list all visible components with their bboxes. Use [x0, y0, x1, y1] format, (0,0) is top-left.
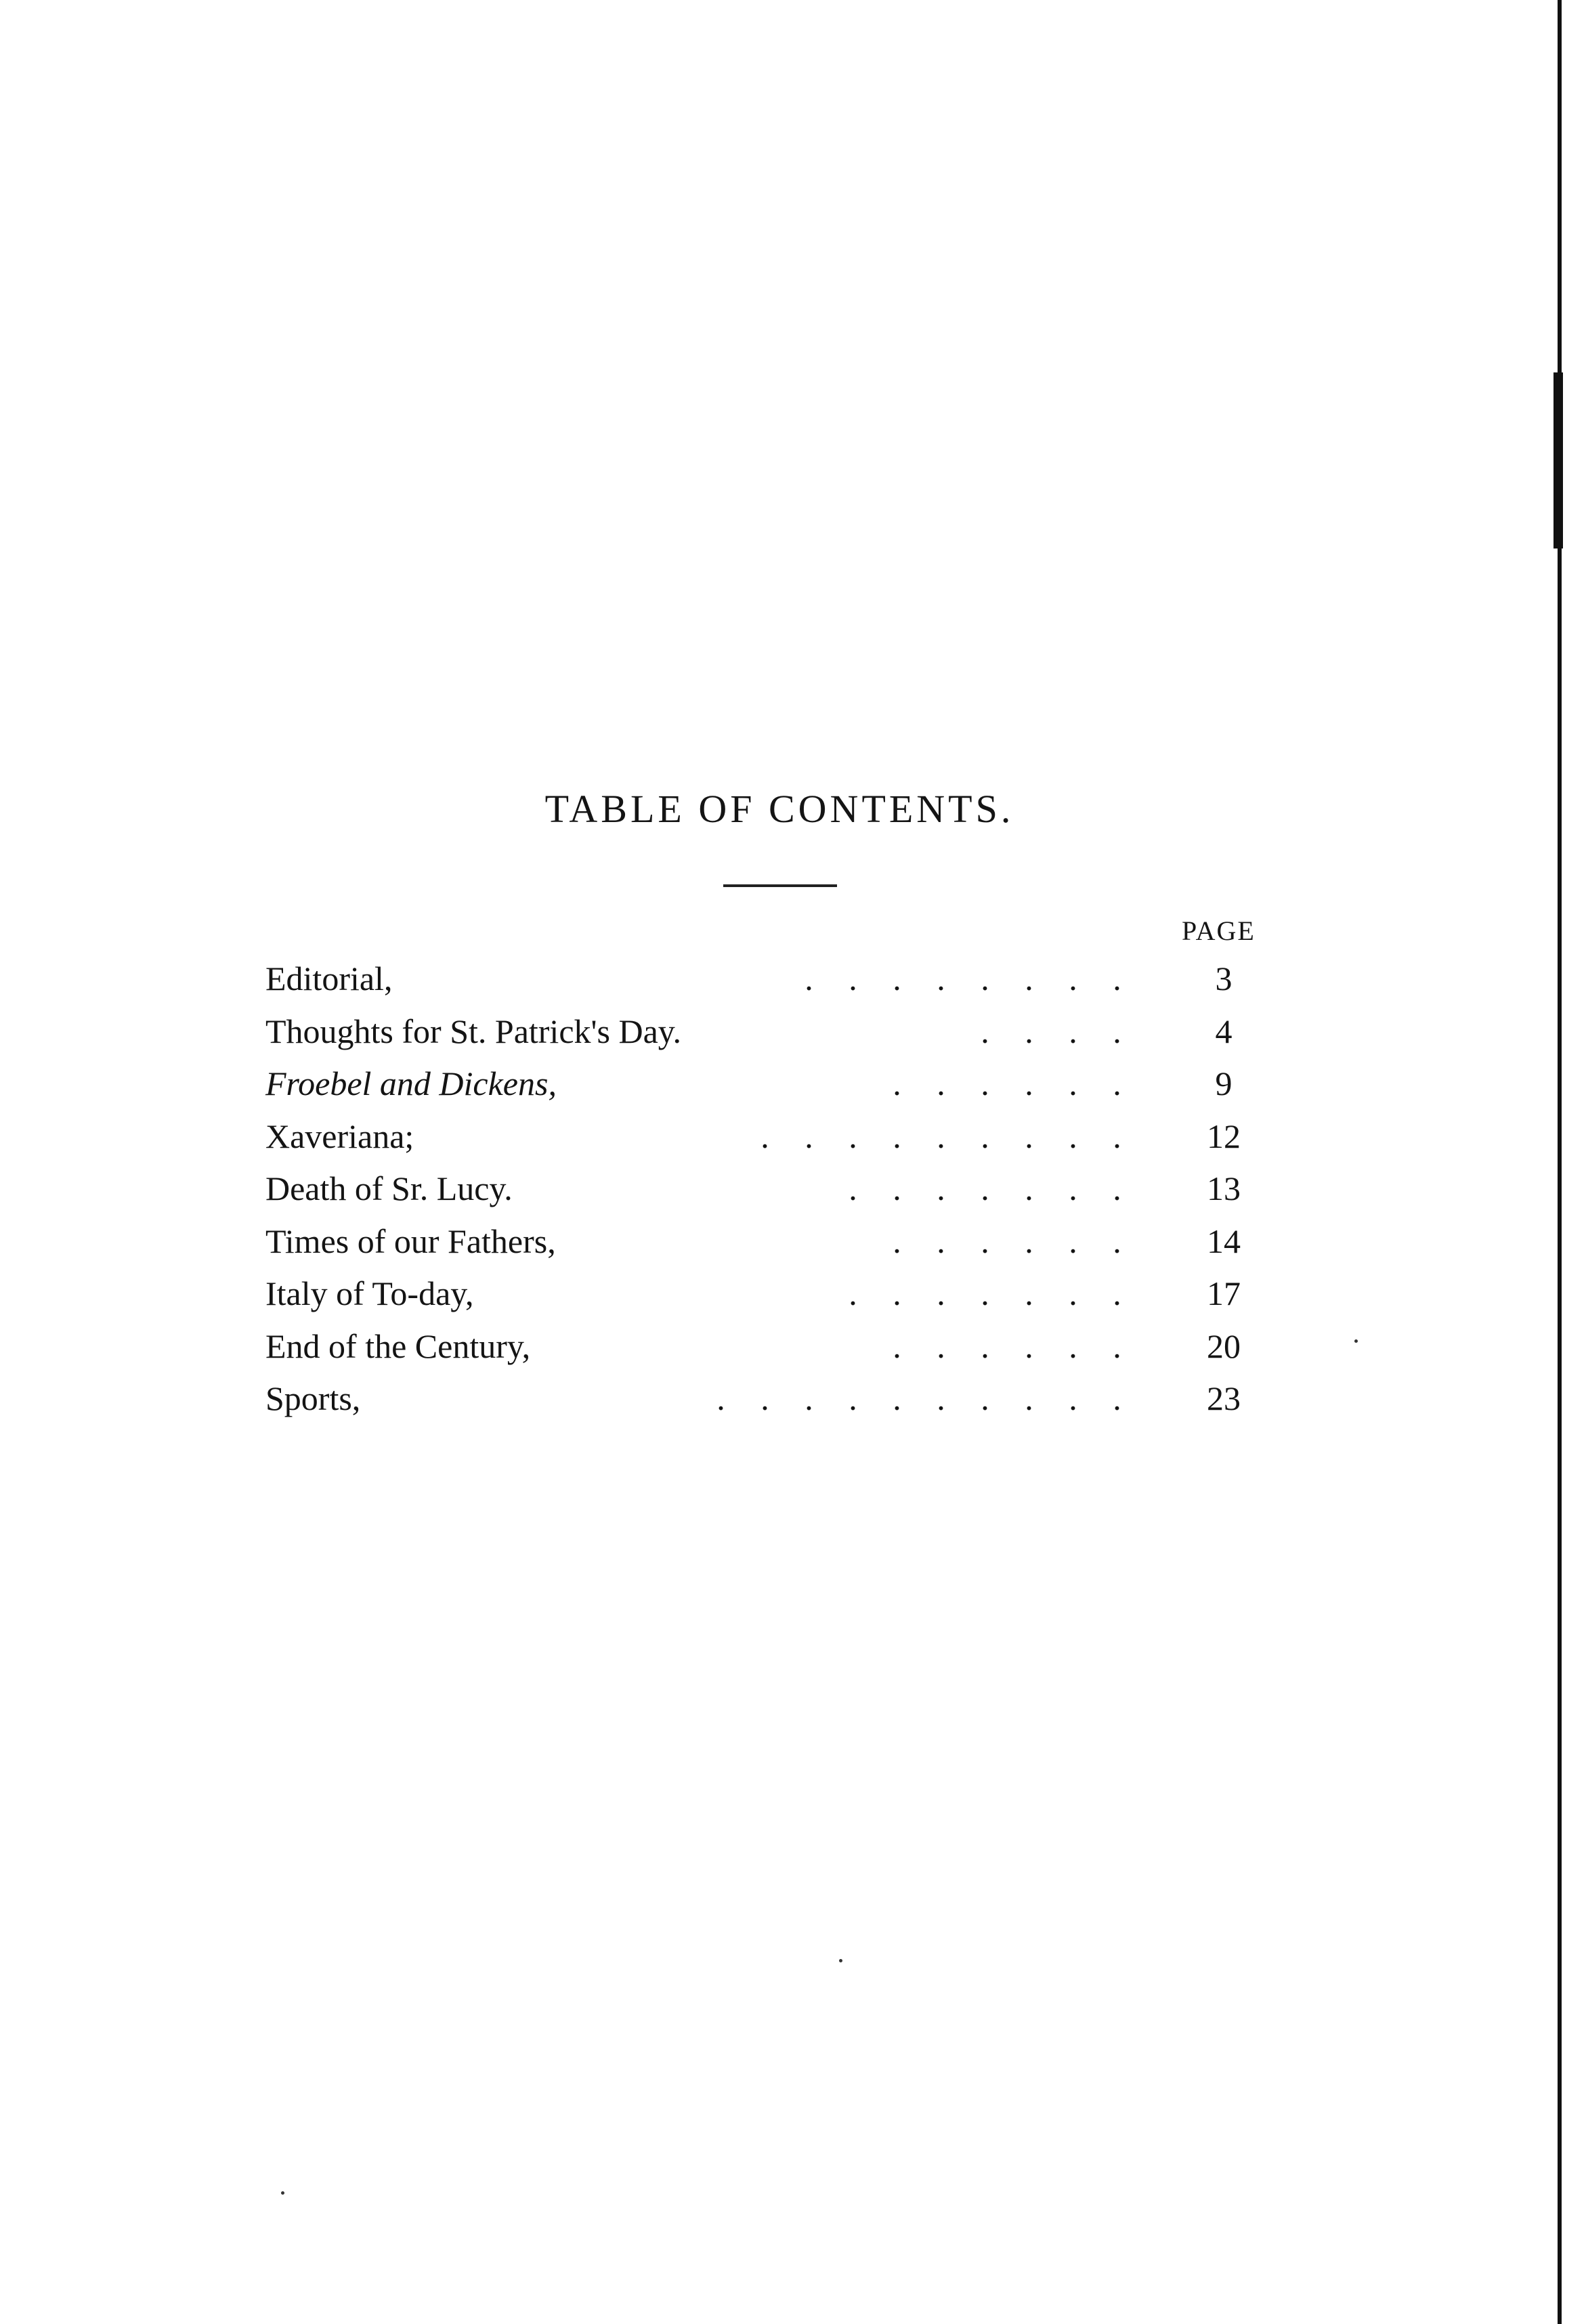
toc-entry-label: Thoughts for St. Patrick's Day.	[265, 1012, 682, 1050]
toc-entry-page: 23	[1207, 1379, 1241, 1417]
binding-edge	[1558, 0, 1562, 2324]
table-of-contents	[265, 953, 1281, 1425]
toc-entry-label: Times of our Fathers,	[265, 1222, 556, 1260]
toc-entry[interactable]	[265, 1111, 1281, 1163]
toc-entry[interactable]	[265, 1215, 1281, 1268]
toc-entry[interactable]	[265, 1373, 1281, 1425]
dot-leader: . . . . . .	[893, 1222, 1121, 1260]
toc-entry-page: 12	[1207, 1117, 1241, 1155]
dot-leader: . . . . . . . . .	[760, 1117, 1121, 1155]
print-speck	[839, 1959, 842, 1962]
toc-entry-page: 3	[1215, 960, 1233, 997]
toc-entry-page: 13	[1207, 1169, 1241, 1207]
toc-entry-label: Editorial,	[265, 960, 393, 997]
toc-entry-page: 17	[1207, 1274, 1241, 1312]
dot-leader: . . . . . .	[893, 1327, 1121, 1365]
toc-entry[interactable]	[265, 1320, 1281, 1373]
dot-leader: . . . . . . . . . .	[716, 1379, 1121, 1417]
toc-entry-label: Italy of To-day,	[265, 1274, 474, 1312]
dot-leader: . . . . . . .	[849, 1274, 1121, 1312]
toc-entry-label: Sports,	[265, 1379, 361, 1417]
toc-entry-label: Froebel and Dickens,	[265, 1064, 557, 1102]
toc-entry-label: Death of Sr. Lucy.	[265, 1169, 513, 1207]
toc-entry[interactable]	[265, 1268, 1281, 1320]
toc-entry-page: 14	[1207, 1222, 1241, 1260]
dot-leader: . . . . . . . .	[805, 960, 1121, 997]
toc-entry-label: End of the Century,	[265, 1327, 531, 1365]
toc-entry-page: 20	[1207, 1327, 1241, 1365]
dot-leader: . . . . . .	[893, 1064, 1121, 1102]
toc-entry[interactable]	[265, 953, 1281, 1006]
print-speck	[1354, 1339, 1358, 1343]
toc-entry-label: Xaveriana;	[265, 1117, 414, 1155]
toc-entry[interactable]	[265, 1163, 1281, 1215]
toc-entry[interactable]	[265, 1058, 1281, 1111]
dot-leader: . . . . . . .	[849, 1169, 1121, 1207]
dot-leader: . . . .	[981, 1012, 1121, 1050]
toc-entry-page: 4	[1215, 1012, 1233, 1050]
toc-entry[interactable]	[265, 1006, 1281, 1058]
title-divider	[723, 884, 837, 887]
page-title: TABLE OF CONTENTS.	[544, 787, 1014, 831]
print-speck	[281, 2191, 284, 2195]
toc-entry-page: 9	[1215, 1064, 1233, 1102]
binding-mark	[1553, 372, 1563, 548]
page-column-heading: PAGE	[1182, 916, 1256, 946]
